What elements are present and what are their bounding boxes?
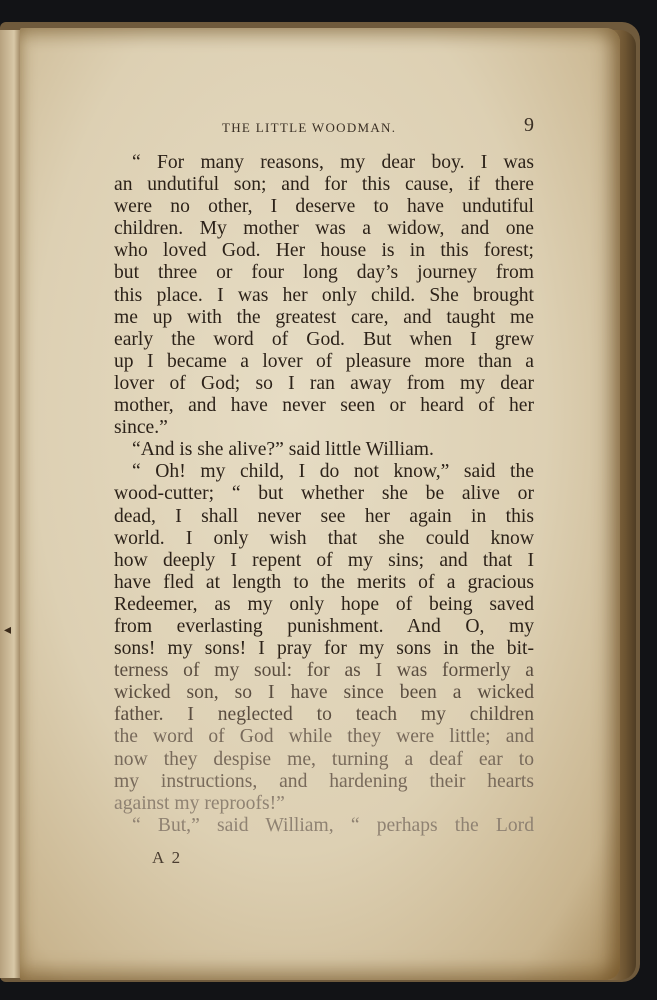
facing-page-edge xyxy=(0,30,21,978)
text-line: wicked son, so I have since been a wicked xyxy=(114,682,534,704)
text-line: who loved God. Her house is in this forest; xyxy=(114,240,534,262)
text-line: but three or four long day’s journey from xyxy=(114,262,534,284)
text-line: world. I only wish that she could know xyxy=(114,527,534,549)
text-line: me up with the greatest care, and taught me xyxy=(114,306,534,328)
text-line: now they despise me, turning a deaf ear to xyxy=(114,748,534,770)
text-line: from everlasting punishment. And O, my xyxy=(114,615,534,637)
text-line: “ For many reasons, my dear boy. I was xyxy=(132,152,534,173)
text-line: father. I neglected to teach my children xyxy=(114,704,534,726)
body-text xyxy=(114,152,534,837)
running-title: THE LITTLE WOODMAN. xyxy=(222,120,397,135)
text-line: have fled at length to the merits of a gracious xyxy=(114,571,534,593)
text-line: my instructions, and hardening their hearts xyxy=(114,770,534,792)
text-line: “ Oh! my child, I do not know,” said the xyxy=(132,461,534,483)
text-line: this place. I was her only child. She brought xyxy=(114,284,534,306)
text-line: up I became a lover of pleasure more than a xyxy=(114,350,534,372)
text-line: mother, and have never seen or heard of her xyxy=(114,395,534,417)
text-line: wood-cutter; “ but whether she be alive or xyxy=(114,483,534,505)
text-line: against my reproofs!” xyxy=(114,792,285,814)
text-line: “ But,” said William, “ perhaps the Lord xyxy=(132,814,534,836)
page-number: 9 xyxy=(524,114,534,136)
text-line: the word of God while they were little; and xyxy=(114,726,534,748)
page-tear-mark: ◂ xyxy=(4,622,12,638)
text-line: lover of God; so I ran away from my dear xyxy=(114,372,534,394)
text-line: early the word of God. But when I grew xyxy=(114,328,534,350)
text-line: since.” xyxy=(114,417,168,439)
text-line: terness of my soul: for as I was formerly a xyxy=(114,660,534,682)
text-line: children. My mother was a widow, and one xyxy=(114,218,534,240)
text-line: Redeemer, as my only hope of being saved xyxy=(114,593,534,615)
text-line: were no other, I deserve to have undutiful xyxy=(114,196,534,218)
text-line: dead, I shall never see her again in this xyxy=(114,505,534,527)
text-line: an undutiful son; and for this cause, if there xyxy=(114,174,534,196)
signature-mark: A 2 xyxy=(152,848,183,867)
text-line: “And is she alive?” said little William. xyxy=(132,439,434,461)
text-line: how deeply I repent of my sins; and that I xyxy=(114,549,534,571)
text-line: sons! my sons! I pray for my sons in the bit- xyxy=(114,638,534,660)
